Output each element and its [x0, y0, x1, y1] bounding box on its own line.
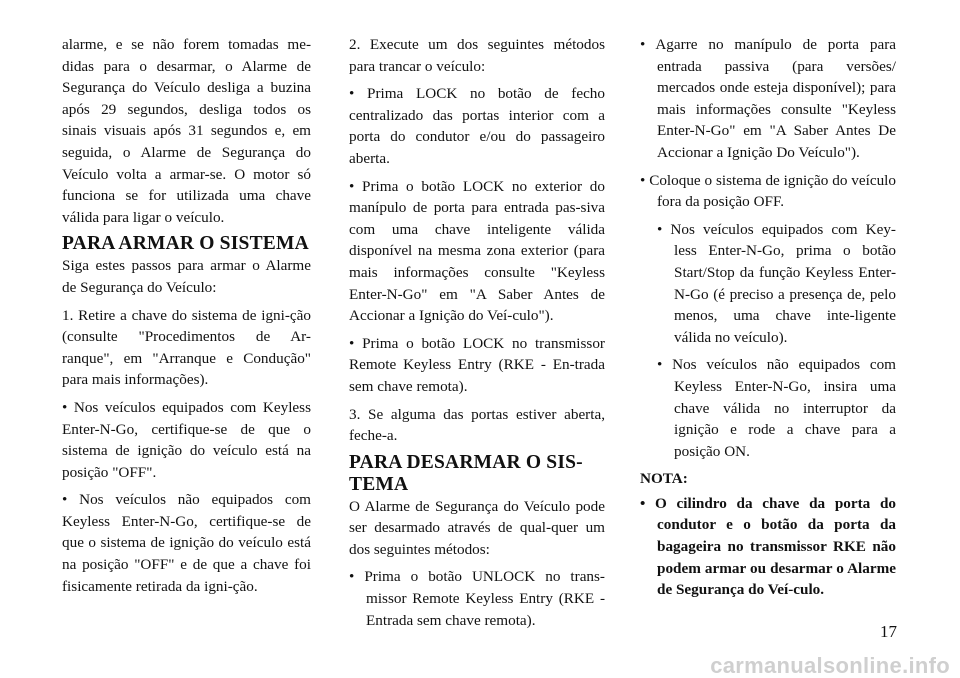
step-3: 3. Se alguma das portas estiver aberta, feche-a. — [349, 405, 605, 445]
bullet-unlock-rke: • Prima o botão UNLOCK no trans-missor Remote Keyless Entry (RKE - Entrada sem chave remota). — [349, 568, 605, 629]
heading-arm-system: PARA ARMAR O SISTEMA — [62, 233, 309, 255]
bullet-no-keyless: • Nos veículos não equipados com Keyless Enter-N-Go, certifique-se de que o sistema de ignição do veículo está na posição "OFF" e de que a chave foi fisicamente retirada da igni-ção. — [62, 491, 311, 595]
column-middle — [349, 34, 605, 631]
paragraph-disarm-intro: O Alarme de Segurança do Veículo pode ser desarmado através de qual-quer um dos seguintes métodos: — [349, 497, 605, 558]
column-right — [640, 34, 896, 601]
heading-disarm-system: PARA DESARMAR O SIS-TEMA — [349, 451, 583, 495]
page-number: 17 — [880, 622, 897, 641]
watermark: carmanualsonline.info — [710, 653, 950, 678]
step-2: 2. Execute um dos seguintes métodos para trancar o veículo: — [349, 36, 605, 75]
bullet-ignition-off: • Coloque o sistema de ignição do veículo fora da posição OFF. — [640, 171, 896, 211]
column-left — [62, 34, 311, 597]
bullet-lock-exterior: • Prima o botão LOCK no exterior do manípulo de porta para entrada pas-siva com uma chave inteligente válida disponível na mesma zona exterior (para mais informações consulte "Keyless Enter-N-Go" em "A Saber Antes de Accionar a Ignição do Veí-culo"). — [349, 177, 605, 325]
bullet-lock-rke: • Prima o botão LOCK no transmissor Remote Keyless Entry (RKE - En-trada sem chave remota). — [349, 334, 605, 395]
sub-bullet-no-keyless: • Nos veículos não equipados com Keyless Enter-N-Go, insira uma chave válida no interruptor da ignição e rode a chave para a posição ON. — [657, 356, 896, 460]
paragraph-alarm-continued: alarme, e se não forem tomadas me-didas para o desarmar, o Alarme de Segurança do Veículo desliga a buzina após 29 segundos, desliga todos os sinais visuais após 31 segundos e, em seguida, o Alarme de Segurança do Veículo volta a armar-se. O motor só funciona se for utilizada uma chave válida para ligar o veículo. — [62, 36, 311, 226]
bullet-grab-handle: • Agarre no manípulo de porta para entrada passiva (para versões/ mercados onde esteja disponível); para mais informações consulte "Keyless Enter-N-Go" em "A Saber Antes De Accionar a Ignição Do Veículo"). — [640, 36, 896, 161]
sub-bullet-keyless: • Nos veículos equipados com Key-less Enter-N-Go, prima o botão Start/Stop da função Keyless Enter-N-Go (é preciso a presença de, pelo menos, uma chave inte-ligente válida no veículo). — [657, 220, 896, 346]
bullet-keyless: • Nos veículos equipados com Keyless Enter-N-Go, certifique-se de que o sistema de ignição do veículo está na posição "OFF". — [62, 398, 311, 481]
paragraph-arm-intro: Siga estes passos para armar o Alarme de Segurança do Veículo: — [62, 257, 311, 296]
note-text: • O cilindro da chave da porta do condutor e o botão da porta da bagageira no transmissor RKE não podem armar ou desarmar o Alarme de Segurança do Veí-culo. — [640, 494, 896, 599]
step-1: 1. Retire a chave do sistema de igni-ção (consulte "Procedimentos de Ar-ranque", em "Arranque e Condução" para mais informações). — [62, 306, 311, 389]
bullet-lock-interior: • Prima LOCK no botão de fecho centralizado das portas interior com a porta do condutor e/ou do passageiro aberta. — [349, 85, 605, 167]
note-label: NOTA: — [640, 470, 688, 488]
